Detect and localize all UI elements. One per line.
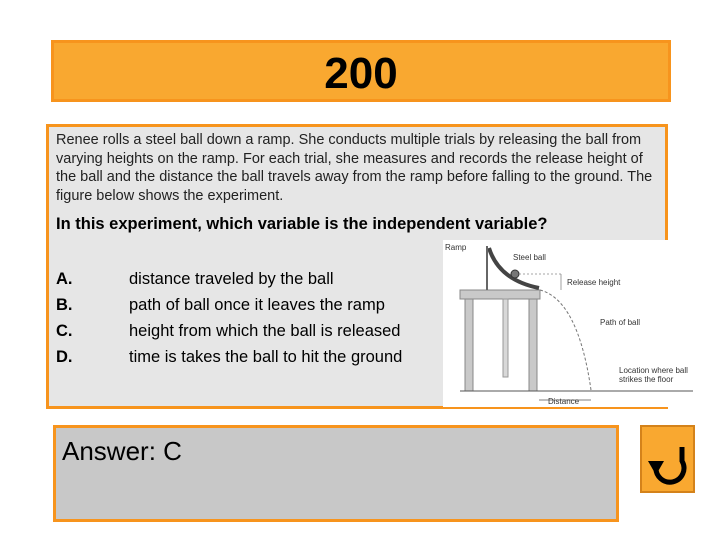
choice-letter: D. <box>56 348 73 366</box>
choice-text: time is takes the ball to hit the ground <box>129 348 403 366</box>
header-banner <box>51 40 671 102</box>
ramp-experiment-figure <box>443 240 696 407</box>
choice-text: distance traveled by the ball <box>129 270 334 288</box>
label-steel-ball: Steel ball <box>513 253 546 262</box>
label-ramp: Ramp <box>445 243 467 252</box>
label-distance: Distance <box>548 397 580 406</box>
point-value-title: 200 <box>324 49 398 98</box>
label-release-height: Release height <box>567 278 621 287</box>
label-location-line1: Location where ball <box>619 366 688 375</box>
question-text: Renee rolls a steel ball down a ramp. She conducts multiple trials by releasing the ball from varying heights on the ramp. For each trial, she measures and records the release height of the ball and the distance the ball travels away from the ramp before falling to the ground. The figure below shows the experiment. <box>56 132 653 204</box>
choice-letter: C. <box>56 322 73 340</box>
choice-letter: B. <box>56 296 73 314</box>
return-arrow-icon <box>644 433 692 485</box>
choice-text: height from which the ball is released <box>129 322 401 340</box>
answer-label: Answer: C <box>62 436 182 466</box>
steel-ball-icon <box>511 270 519 278</box>
question-prompt: In this experiment, which variable is the independent variable? <box>56 215 548 233</box>
label-location-line2: strikes the floor <box>619 375 674 384</box>
return-button[interactable] <box>640 425 695 493</box>
choice-letter: A. <box>56 270 73 288</box>
label-path-of-ball: Path of ball <box>600 318 641 327</box>
answer-box <box>53 425 619 522</box>
choice-text: path of ball once it leaves the ramp <box>129 296 385 314</box>
